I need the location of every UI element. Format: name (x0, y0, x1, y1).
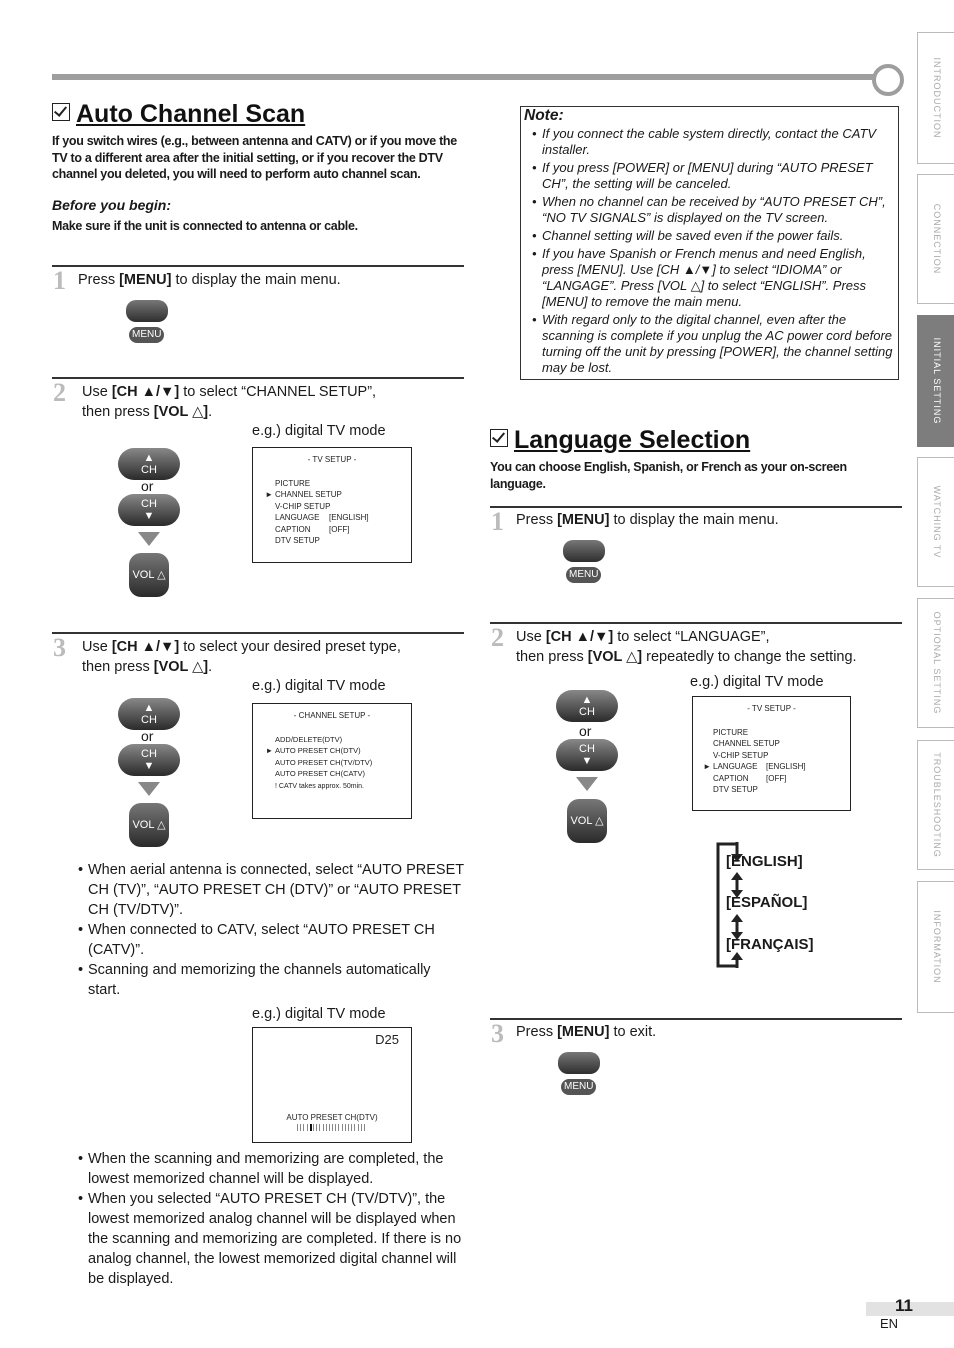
side-tab-label: WATCHING TV (931, 485, 942, 559)
list-item: • Scanning and memorizing the channels automatically start. (78, 960, 466, 1000)
menu-row: PICTURE (713, 727, 749, 737)
step-divider (490, 1018, 902, 1020)
menu-row: CAPTION [OFF] (713, 773, 787, 783)
ch-down-button[interactable]: CH ▼ (118, 494, 180, 526)
progress-segment (307, 1124, 308, 1131)
list-item: • If you press [POWER] or [MENU] during “AUTO PRESET CH”, the setting will be canceled. (530, 160, 894, 192)
menu-row: AUTO PRESET CH(CATV) (275, 769, 366, 778)
screen-title: - CHANNEL SETUP - (293, 711, 371, 720)
ch-down-button[interactable]: CH ▼ (556, 739, 618, 771)
menu-button-label: MENU (561, 1079, 596, 1095)
tv-setup-screen (252, 447, 412, 563)
progress-segment (300, 1124, 301, 1131)
page-number: 11 (895, 1296, 913, 1315)
scan-progress-bar (297, 1124, 367, 1131)
ch-up-button[interactable]: ▲ CH (118, 698, 180, 730)
progress-segment (319, 1124, 320, 1131)
menu-row: PICTURE (275, 478, 311, 488)
menu-row: ► AUTO PRESET CH(DTV) (265, 746, 361, 755)
side-tab-label: TROUBLESHOOTING (931, 752, 942, 858)
list-item: • With regard only to the digital channel, even after the scanning is complete if you unplug the AC power cord before turning off the unit by pressing [POWER], the channel setting may be lost. (530, 312, 894, 376)
auto-scan-title: Auto Channel Scan (76, 100, 306, 128)
menu-button[interactable] (126, 300, 168, 322)
progress-segment (310, 1124, 312, 1131)
step-number: 3 (53, 633, 66, 662)
list-item: • When aerial antenna is connected, select “AUTO PRESET CH (TV)”, “AUTO PRESET CH (DTV)” or “AUTO PRESET CH (TV/DTV)”. (78, 860, 466, 920)
menu-row: V-CHIP SETUP (713, 750, 769, 760)
step-number: 2 (491, 623, 504, 652)
step-divider (52, 632, 464, 634)
eg-label: e.g.) digital TV mode (252, 678, 386, 694)
step-divider (52, 377, 464, 379)
menu-row: LANGUAGE [ENGLISH] (275, 513, 369, 522)
scan-status: AUTO PRESET CH(DTV) (286, 1113, 378, 1122)
list-item: • If you have Spanish or French menus and need English, press [MENU]. Use [CH ▲/▼] to select “IDIOMA” or “LANGAGE”. Press [VOL △] to select “ENGLISH”. Press [MENU] to remove the main menu. (530, 246, 894, 310)
lang-step3-text: Press [MENU] to exit. (516, 1024, 657, 1040)
progress-segment (332, 1124, 333, 1131)
checkbox-icon (490, 429, 508, 447)
side-tab-troubleshooting[interactable] (917, 740, 954, 870)
or-label: or (141, 728, 154, 744)
auto-scan-heading (52, 100, 305, 129)
checkbox-icon (52, 103, 70, 121)
progress-segment (303, 1124, 304, 1131)
channel-readout: D25 (375, 1032, 399, 1047)
auto-step1-text: Press [MENU] to display the main menu. (78, 272, 341, 288)
ch-up-button[interactable]: ▲ CH (118, 448, 180, 480)
before-begin-label: Before you begin: (52, 197, 172, 213)
language-option-english: [ENGLISH] (726, 853, 803, 870)
menu-row: ► LANGUAGE [ENGLISH] (703, 762, 806, 771)
step-number: 3 (491, 1019, 504, 1048)
progress-segment (323, 1124, 324, 1131)
language-option-espanol: [ESPAÑOL] (726, 894, 808, 911)
arrow-down-icon (138, 532, 160, 546)
top-rule (52, 74, 882, 80)
progress-segment (358, 1124, 359, 1131)
progress-segment (329, 1124, 330, 1131)
side-tab-label: INTRODUCTION (931, 57, 942, 139)
side-tab-label: INITIAL SETTING (931, 337, 942, 425)
progress-segment (316, 1124, 317, 1131)
eg-label: e.g.) digital TV mode (252, 1006, 386, 1022)
arrow-down-icon (576, 777, 598, 791)
progress-segment (345, 1124, 346, 1131)
progress-segment (342, 1124, 343, 1131)
menu-row: ADD/DELETE(DTV) (275, 734, 343, 744)
auto-bullets-2 (78, 1149, 466, 1289)
menu-row: CAPTION [OFF] (275, 524, 350, 534)
progress-segment (335, 1124, 336, 1131)
menu-row: DTV SETUP (275, 536, 320, 545)
side-tab-optional-setting[interactable] (917, 598, 954, 728)
language-code: EN (880, 1316, 899, 1331)
step-number: 2 (53, 378, 66, 407)
side-tab-introduction[interactable] (917, 32, 954, 164)
step-divider (490, 506, 902, 508)
menu-button-label: MENU (129, 327, 164, 343)
side-tab-information[interactable] (917, 881, 954, 1013)
before-begin-text: Make sure if the unit is connected to antenna or cable. (52, 219, 358, 233)
progress-segment (313, 1124, 314, 1131)
menu-row: V-CHIP SETUP (275, 501, 331, 511)
menu-row: AUTO PRESET CH(TV/DTV) (275, 757, 373, 767)
list-item: • When the scanning and memorizing are completed, the lowest memorized channel will be displayed. (78, 1149, 466, 1189)
vol-up-button[interactable]: VOL △ (129, 553, 169, 597)
language-title: Language Selection (514, 426, 751, 454)
language-intro: You can choose English, Spanish, or French as your on-screen language. (490, 460, 847, 491)
menu-row: CHANNEL SETUP (713, 739, 780, 748)
list-item: • When connected to CATV, select “AUTO PRESET CH (CATV)”. (78, 920, 466, 960)
progress-segment (338, 1124, 339, 1131)
tv-setup-screen (692, 696, 851, 811)
lang-step2-text: Use [CH ▲/▼] to select “LANGUAGE”, then press [VOL △] repeatedly to change the setting. (516, 629, 857, 665)
side-tab-watching-tv[interactable] (917, 457, 954, 587)
list-item: • Channel setting will be saved even if the power fails. (530, 228, 894, 244)
step-divider (490, 622, 902, 624)
note-box (520, 106, 899, 380)
vol-up-button[interactable]: VOL △ (129, 803, 169, 847)
screen-title: - TV SETUP - (307, 455, 357, 464)
menu-button[interactable] (558, 1052, 600, 1074)
side-tab-connection[interactable] (917, 174, 954, 304)
eg-label: e.g.) digital TV mode (690, 674, 824, 690)
step-number: 1 (491, 507, 504, 536)
or-label: or (141, 478, 154, 494)
note-list (530, 126, 894, 376)
language-heading (490, 426, 750, 455)
ch-down-button[interactable]: CH ▼ (118, 744, 180, 776)
side-tab-label: CONNECTION (931, 203, 942, 275)
auto-scan-intro: If you switch wires (e.g., between antenna and CATV) or if you move the TV to a different area after the initial setting, or if you recover the DTV channel you deleted, you will need to perform auto channel scan. (52, 134, 457, 181)
note-title: Note: (524, 107, 564, 124)
lang-step1-text: Press [MENU] to display the main menu. (516, 512, 779, 528)
screen-title: - TV SETUP - (747, 704, 796, 713)
channel-setup-screen (252, 703, 412, 819)
side-tab-label: INFORMATION (931, 910, 942, 984)
ch-up-button[interactable]: ▲ CH (556, 690, 618, 722)
progress-segment (297, 1124, 298, 1131)
eg-label: e.g.) digital TV mode (252, 423, 386, 439)
auto-step2-text: Use [CH ▲/▼] to select “CHANNEL SETUP”, then press [VOL △]. (82, 384, 377, 420)
menu-row: DTV SETUP (713, 785, 758, 794)
progress-segment (348, 1124, 349, 1131)
vol-up-button[interactable]: VOL △ (567, 799, 607, 843)
progress-segment (364, 1124, 365, 1131)
arrow-down-icon (138, 782, 160, 796)
progress-segment (351, 1124, 352, 1131)
menu-row: ! CATV takes approx. 50min. (275, 782, 364, 790)
auto-step3-text: Use [CH ▲/▼] to select your desired preset type, then press [VOL △]. (82, 639, 401, 675)
list-item: • If you connect the cable system directly, contact the CATV installer. (530, 126, 894, 158)
auto-preset-screen (252, 1027, 412, 1143)
step-number: 1 (53, 266, 66, 295)
progress-segment (354, 1124, 355, 1131)
list-item: • When you selected “AUTO PRESET CH (TV/DTV)”, the lowest memorized analog channel will be displayed when the scanning and memorizing are completed. If there is no analog channel, the lowest memorized digital channel will be displayed. (78, 1189, 466, 1289)
list-item: • When no channel can be received by “AUTO PRESET CH”, “NO TV SIGNALS” is displayed on the TV screen. (530, 194, 894, 226)
menu-button[interactable] (563, 540, 605, 562)
language-option-francais: [FRANÇAIS] (726, 936, 814, 953)
progress-segment (361, 1124, 362, 1131)
menu-row: ► CHANNEL SETUP (265, 490, 342, 499)
progress-segment (326, 1124, 327, 1131)
or-label: or (579, 723, 592, 739)
step-divider (52, 265, 464, 267)
menu-button-label: MENU (566, 567, 601, 583)
side-tab-initial-setting[interactable] (917, 315, 954, 447)
side-tab-label: OPTIONAL SETTING (931, 611, 942, 715)
top-rule-circle (872, 64, 904, 96)
auto-bullets-1 (78, 860, 466, 1000)
